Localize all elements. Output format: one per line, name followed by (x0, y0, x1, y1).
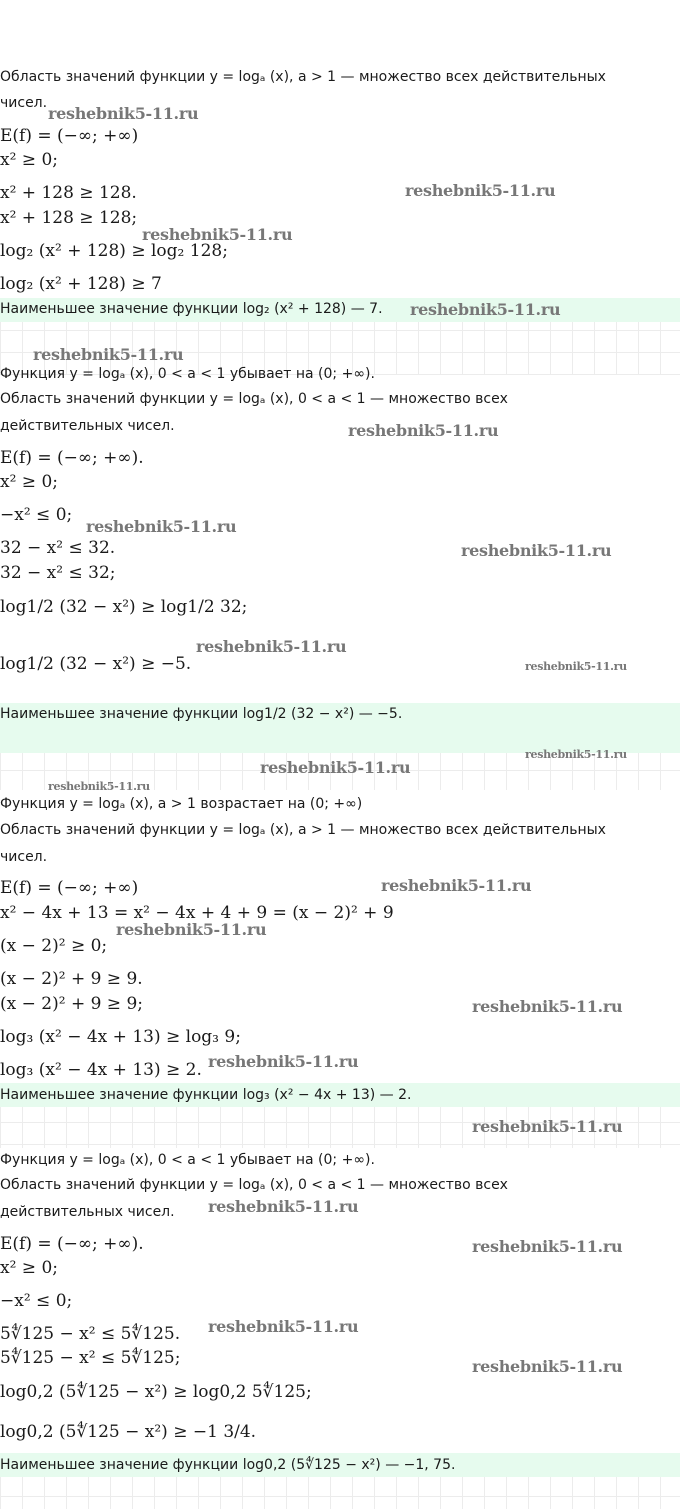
solution-line: Функция y = logₐ (x), 0 < a < 1 убывает на (0; +∞). (0, 366, 375, 382)
watermark: reshebnik5-11.ru (472, 1357, 623, 1376)
watermark: reshebnik5-11.ru (472, 997, 623, 1016)
watermark: reshebnik5-11.ru (348, 421, 499, 440)
solution-line: (x − 2)² + 9 ≥ 9; (0, 994, 143, 1014)
watermark: reshebnik5-11.ru (86, 517, 237, 536)
solution-line: −x² ≤ 0; (0, 505, 73, 525)
solution-line: Функция y = logₐ (x), a > 1 возрастает на (0; +∞) (0, 796, 363, 812)
watermark: reshebnik5-11.ru (208, 1317, 359, 1336)
white-block (0, 1148, 680, 1453)
solution-line: Область значений функции y = logₐ (x), 0 < a < 1 — множество всех (0, 391, 508, 407)
solution-line: Наименьшее значение функции log₃ (x² − 4x + 13) — 2. (0, 1087, 412, 1103)
solution-line: log1/2 (32 − x²) ≥ log1/2 32; (0, 597, 248, 617)
watermark: reshebnik5-11.ru (33, 345, 184, 364)
watermark: reshebnik5-11.ru (472, 1237, 623, 1256)
solution-line: 32 − x² ≤ 32; (0, 563, 116, 583)
solution-line: x² ≥ 0; (0, 1258, 58, 1278)
solution-line: −x² ≤ 0; (0, 1291, 73, 1311)
watermark: reshebnik5-11.ru (196, 637, 347, 656)
solution-line: Наименьшее значение функции log1/2 (32 − x²) — −5. (0, 706, 403, 722)
solution-line: x² ≥ 0; (0, 472, 58, 492)
watermark: reshebnik5-11.ru (208, 1052, 359, 1071)
solution-line: (x − 2)² + 9 ≥ 9. (0, 969, 143, 989)
solution-line: чисел. (0, 849, 48, 865)
watermark: reshebnik5-11.ru (48, 780, 150, 793)
watermark: reshebnik5-11.ru (381, 876, 532, 895)
solution-line: действительных чисел. (0, 1204, 175, 1220)
watermark: reshebnik5-11.ru (142, 225, 293, 244)
solution-line: x² ≥ 0; (0, 150, 58, 170)
solution-line: log₃ (x² − 4x + 13) ≥ log₃ 9; (0, 1027, 241, 1047)
solution-line: log0,2 (5∜125 − x²) ≥ −1 3/4. (0, 1422, 257, 1442)
watermark: reshebnik5-11.ru (208, 1197, 359, 1216)
solution-line: Область значений функции y = logₐ (x), a > 1 — множество всех действительных (0, 822, 606, 838)
solution-line: x² + 128 ≥ 128; (0, 208, 138, 228)
watermark: reshebnik5-11.ru (472, 1117, 623, 1136)
solution-line: Область значений функции y = logₐ (x), 0 < a < 1 — множество всех (0, 1177, 508, 1193)
solution-line: 5∜125 − x² ≤ 5∜125; (0, 1348, 181, 1368)
solution-line: Наименьшее значение функции log₂ (x² + 128) — 7. (0, 301, 383, 317)
solution-line: E(f) = (−∞; +∞). (0, 448, 144, 468)
solution-line: 5∜125 − x² ≤ 5∜125. (0, 1324, 181, 1344)
solution-line: Наименьшее значение функции log0,2 (5∜125 − x²) — −1, 75. (0, 1457, 456, 1473)
watermark: reshebnik5-11.ru (48, 104, 199, 123)
solution-line: x² + 128 ≥ 128. (0, 183, 137, 203)
solution-line: E(f) = (−∞; +∞) (0, 126, 139, 146)
solution-line: x² − 4x + 13 = x² − 4x + 4 + 9 = (x − 2)² + 9 (0, 903, 394, 923)
watermark: reshebnik5-11.ru (405, 181, 556, 200)
watermark: reshebnik5-11.ru (525, 660, 627, 673)
solution-line: E(f) = (−∞; +∞) (0, 878, 139, 898)
solution-line: 32 − x² ≤ 32. (0, 538, 116, 558)
solution-line: (x − 2)² ≥ 0; (0, 936, 108, 956)
solution-line: log0,2 (5∜125 − x²) ≥ log0,2 5∜125; (0, 1382, 312, 1402)
solution-line: Область значений функции y = logₐ (x), a > 1 — множество всех действительных (0, 69, 606, 85)
solution-line: E(f) = (−∞; +∞). (0, 1234, 144, 1254)
watermark: reshebnik5-11.ru (461, 541, 612, 560)
watermark: reshebnik5-11.ru (410, 300, 561, 319)
solution-line: log₂ (x² + 128) ≥ 7 (0, 274, 162, 294)
watermark: reshebnik5-11.ru (525, 748, 627, 761)
solution-line: чисел. (0, 95, 48, 111)
solution-line: log₃ (x² − 4x + 13) ≥ 2. (0, 1060, 202, 1080)
watermark: reshebnik5-11.ru (260, 758, 411, 777)
solution-line: log₂ (x² + 128) ≥ log₂ 128; (0, 241, 228, 261)
solution-line: действительных чисел. (0, 418, 175, 434)
solution-line: log1/2 (32 − x²) ≥ −5. (0, 654, 192, 674)
solution-line: Функция y = logₐ (x), 0 < a < 1 убывает на (0; +∞). (0, 1152, 375, 1168)
watermark: reshebnik5-11.ru (116, 920, 267, 939)
